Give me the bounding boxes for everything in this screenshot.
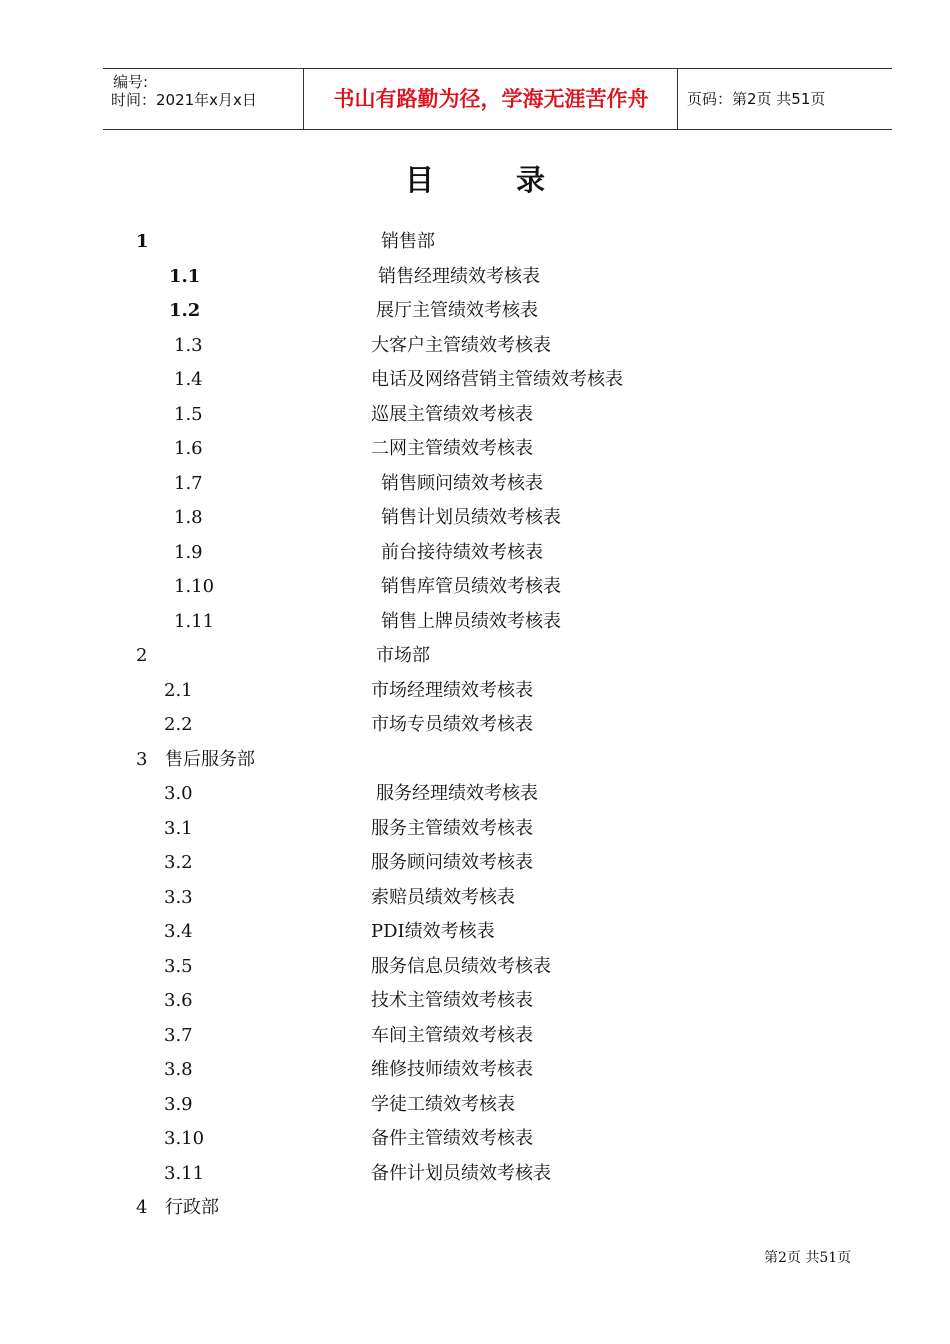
toc-entry: 销售经理绩效考核表	[378, 266, 540, 287]
toc-entry: 市场专员绩效考核表	[371, 714, 533, 735]
toc-number: 2.2	[164, 714, 193, 735]
toc-number-1-1: 1.1	[169, 266, 201, 287]
toc-number: 3.8	[164, 1059, 193, 1080]
toc-number-4: 4	[136, 1197, 148, 1218]
header-motto: 书山有路勤为径，学海无涯苦作舟	[333, 87, 649, 111]
toc-number: 3.1	[164, 818, 193, 839]
toc-entry: 销售计划员绩效考核表	[381, 507, 561, 528]
toc-number: 1.6	[174, 438, 203, 459]
toc-entry: 备件计划员绩效考核表	[371, 1163, 551, 1184]
toc-number: 3.3	[164, 887, 193, 908]
toc-number-3: 3	[136, 749, 148, 770]
toc-entry: 市场经理绩效考核表	[371, 680, 533, 701]
toc-entry: 服务顾问绩效考核表	[371, 852, 533, 873]
toc-entry: 大客户主管绩效考核表	[371, 335, 551, 356]
toc-number: 3.6	[164, 990, 193, 1011]
page-header	[103, 68, 892, 130]
header-doc-info	[103, 69, 303, 129]
toc-entry: 技术主管绩效考核表	[371, 990, 533, 1011]
toc-number: 2.1	[164, 680, 193, 701]
toc-entry: 服务信息员绩效考核表	[371, 956, 551, 977]
toc-number: 3.11	[164, 1163, 205, 1184]
toc-number: 1.10	[174, 576, 215, 597]
toc-number-2: 2	[136, 645, 148, 666]
doc-time-label: 时间：2021年x月x日	[111, 91, 257, 109]
toc-entry: 前台接待绩效考核表	[381, 542, 543, 563]
toc-entry: 车间主管绩效考核表	[371, 1025, 533, 1046]
page-footer: 第2页 共51页	[764, 1250, 852, 1266]
header-page-info: 页码：第2页 共51页	[687, 90, 826, 108]
toc-entry: 维修技师绩效考核表	[371, 1059, 533, 1080]
toc-number: 3.9	[164, 1094, 193, 1115]
toc-number-1: 1	[136, 231, 149, 252]
toc-number-1-2: 1.2	[169, 300, 201, 321]
page-title: 目 录	[404, 163, 546, 197]
toc-number: 3.2	[164, 852, 193, 873]
toc-entry-sales-dept: 销售部	[381, 231, 435, 252]
toc-number: 3.10	[164, 1128, 205, 1149]
toc-number: 1.5	[174, 404, 203, 425]
toc-number: 3.4	[164, 921, 193, 942]
toc-number: 1.4	[174, 369, 203, 390]
toc-number: 3.7	[164, 1025, 193, 1046]
toc-entry: PDI绩效考核表	[371, 921, 495, 942]
toc-entry-after-sales-dept: 售后服务部	[165, 749, 255, 770]
toc-number: 1.8	[174, 507, 203, 528]
doc-number-label: 编号:	[113, 73, 149, 91]
toc-entry: 巡展主管绩效考核表	[371, 404, 533, 425]
toc-entry-marketing-dept: 市场部	[376, 645, 430, 666]
toc-entry: 索赔员绩效考核表	[371, 887, 515, 908]
toc-entry: 二网主管绩效考核表	[371, 438, 533, 459]
toc-entry: 服务主管绩效考核表	[371, 818, 533, 839]
toc-entry: 销售顾问绩效考核表	[381, 473, 543, 494]
toc-number: 1.11	[174, 611, 215, 632]
toc-entry: 销售上牌员绩效考核表	[381, 611, 561, 632]
toc-number: 3.0	[164, 783, 193, 804]
header-divider-right	[677, 69, 678, 129]
toc-entry-admin-dept: 行政部	[165, 1197, 219, 1218]
toc-number: 1.9	[174, 542, 203, 563]
toc-entry: 展厅主管绩效考核表	[376, 300, 538, 321]
toc-number: 1.3	[174, 335, 203, 356]
toc-entry: 销售库管员绩效考核表	[381, 576, 561, 597]
header-divider-left	[303, 69, 304, 129]
toc-entry: 备件主管绩效考核表	[371, 1128, 533, 1149]
toc-entry: 学徒工绩效考核表	[371, 1094, 515, 1115]
toc-entry: 电话及网络营销主管绩效考核表	[371, 369, 623, 390]
toc-entry: 服务经理绩效考核表	[376, 783, 538, 804]
toc-number: 1.7	[174, 473, 203, 494]
toc-number: 3.5	[164, 956, 193, 977]
